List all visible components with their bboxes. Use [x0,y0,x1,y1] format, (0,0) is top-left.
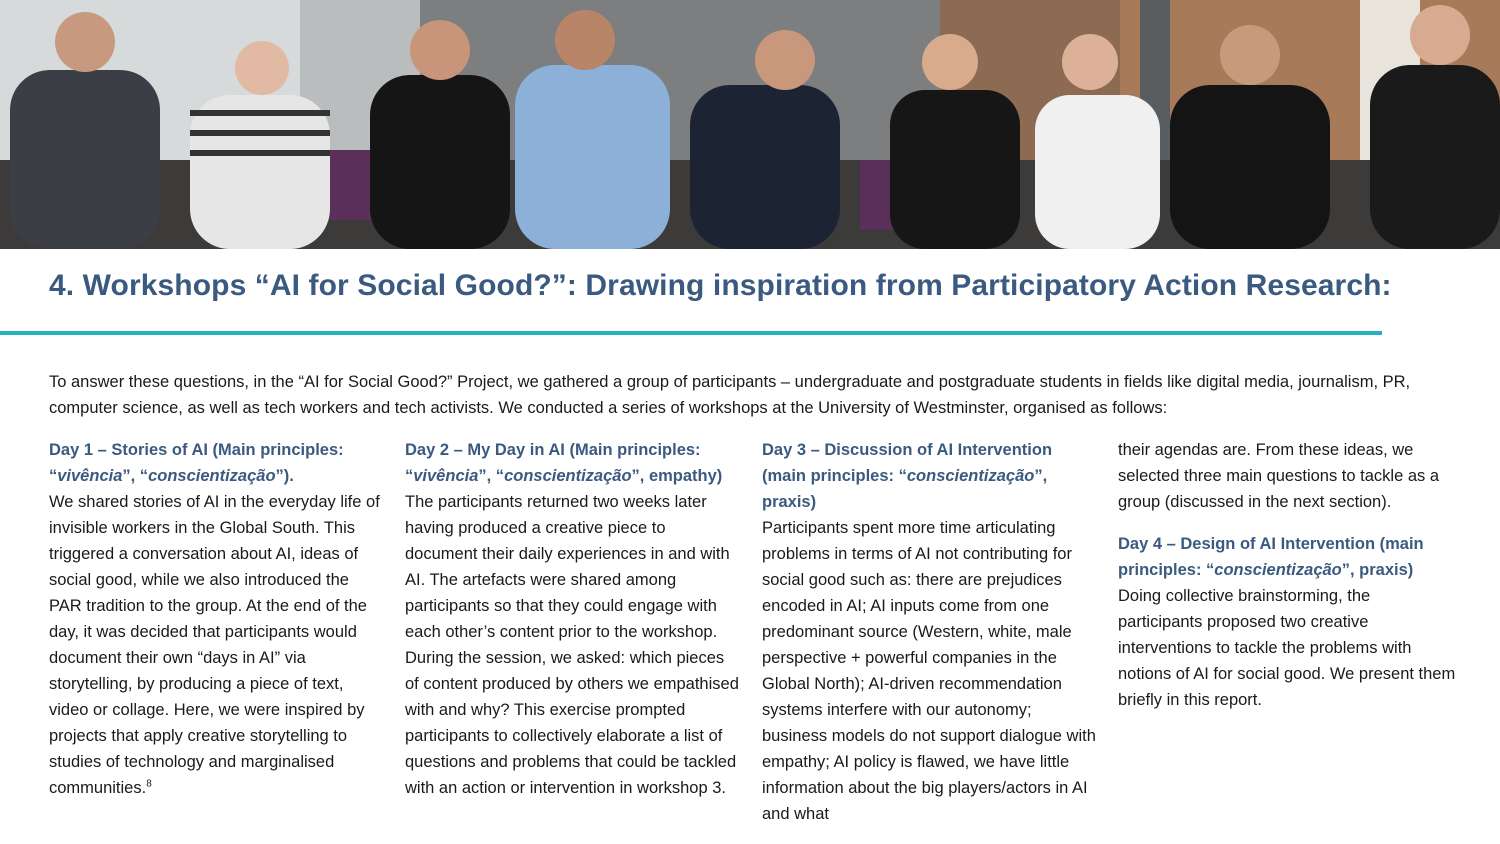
day-3-body: Participants spent more time articulating problems in terms of AI not contributing for social good such as: there are prejudices encoded in AI; AI inputs come from one predominant source (Western, white, male perspective + powerful companies in the Global North); AI-driven recommendation systems interfere with our autonomy; business models do not support dialogue with empathy; AI policy is flawed, we have little information about the big players/actors in AI and what [762,519,1096,823]
day-3-heading [762,437,1097,515]
day-2-heading-part: Day 2 – My Day in AI (Main principles: “ [405,441,701,485]
title-divider [0,331,1382,335]
day-1-heading [49,437,384,489]
day-1-heading-term-conscientizacao: conscientização [148,467,276,485]
day-1-heading-part: ”, “ [122,467,149,485]
day-2-heading-part: ”, “ [478,467,505,485]
day-2-column [405,437,740,801]
day-2-heading-part: ”, empathy) [631,467,723,485]
day-1-body-text: We shared stories of AI in the everyday life of invisible workers in the Global South. This triggered a conversation about AI, ideas of social good, while we also introduced the PAR tradition to the group. At the end of the day, it was decided that participants would document their own “days in AI” via storytelling, by producing a piece of text, video or collage. Here, we were inspired by projects that apply creative storytelling to studies of technology and marginalised communities. [49,493,380,797]
day-1-column [49,437,384,801]
day-4-heading-term-conscientizacao: conscientização [1214,561,1342,579]
participants-illustration [0,0,1500,249]
day-4-heading [1118,531,1458,583]
day-4-body: Doing collective brainstorming, the participants proposed two creative interventions to tackle the problems with notions of AI for social good. We present them briefly in this report. [1118,587,1456,709]
intro-paragraph: To answer these questions, in the “AI for Social Good?” Project, we gathered a group of participants – undergraduate and postgraduate students in fields like digital media, journalism, PR, computer science, as well as tech workers and tech activists. We conducted a series of workshops at the University of Westminster, organised as follows: [49,373,1411,417]
page-title: 4. Workshops “AI for Social Good?”: Drawing inspiration from Participatory Action Research: [49,269,1392,302]
day-1-heading-part: Day 1 – Stories of AI (Main principles: “ [49,441,344,485]
day-2-heading [405,437,740,489]
day-3-heading-term-conscientizacao: conscientização [906,467,1035,485]
day-4-column [1118,437,1458,713]
day-1-body [49,489,384,801]
day-2-heading-term-vivencia: vivência [413,467,479,485]
day-3-column [762,437,1097,827]
day-1-heading-part: ”). [275,467,294,485]
day-1-heading-term-vivencia: vivência [57,467,123,485]
day-4-heading-part: ”, praxis) [1341,561,1414,579]
day-3-heading-part: Day 3 – Discussion of AI Intervention (main principles: “ [762,441,1053,485]
footnote-marker[interactable]: 8 [146,778,152,790]
workshop-photo [0,0,1500,249]
day-2-body: The participants returned two weeks later having produced a creative piece to document their daily experiences in and with AI. The artefacts were shared among participants so that they could engage with each other’s content prior to the workshop. During the session, we asked: which pieces of content produced by others we empathised with and why? This exercise prompted participants to collectively elaborate a list of questions and problems that could be tackled with an action or intervention in workshop 3. [405,493,739,797]
day-2-heading-term-conscientizacao: conscientização [504,467,632,485]
day-3-heading-part: ”, praxis) [762,467,1048,511]
day-3-body-continued: their agendas are. From these ideas, we selected three main questions to tackle as a group (discussed in the next section). [1118,441,1440,511]
day-4-heading-part: Day 4 – Design of AI Intervention (main principles: “ [1118,535,1424,579]
